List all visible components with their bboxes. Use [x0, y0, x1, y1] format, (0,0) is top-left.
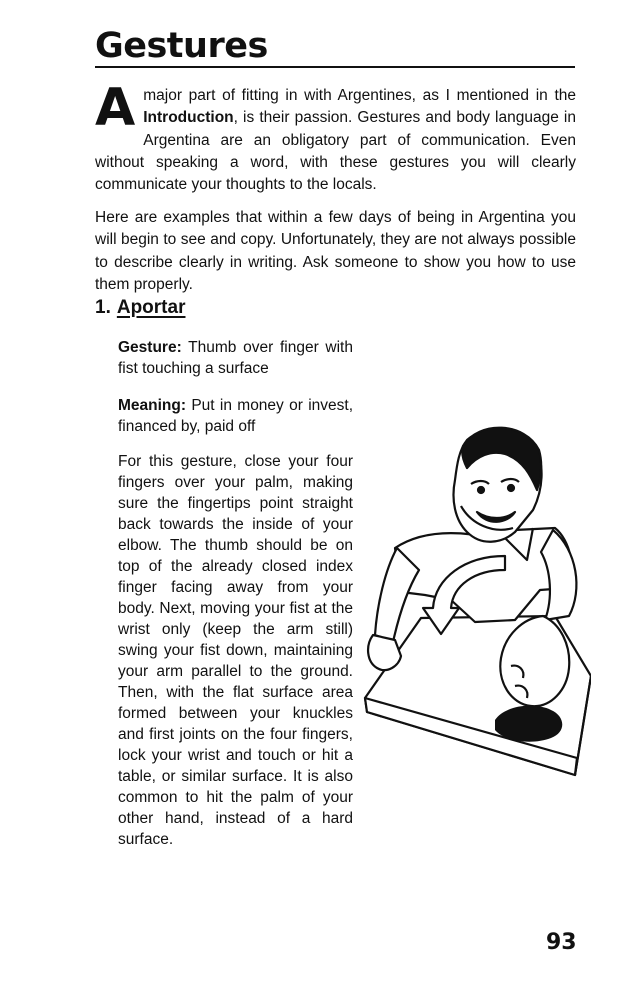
- gesture-description: [118, 337, 353, 379]
- drop-cap: A: [95, 78, 136, 138]
- section-name: Aportar: [116, 297, 186, 318]
- intro-text-start: major part of fitting in with Argentines, as I mentioned in the: [143, 87, 576, 104]
- gesture-label: Gesture:: [118, 339, 182, 356]
- intro-bold-term: Introduction: [143, 109, 234, 127]
- title-underline: [95, 66, 575, 68]
- meaning-label: Meaning:: [118, 397, 187, 414]
- intro-paragraph: [95, 78, 576, 196]
- page-number: 93: [546, 930, 577, 955]
- gesture-instructions: For this gesture, close your four fingers over your palm, making sure the fingertips point straight back towards the inside of your elbow. The thumb should be on top of the already closed index finger facing away from your body. Next, moving your fist at the wrist only (keep the arm still) swing your fist down, maintaining your arm parallel to the ground. Then, with the flat surface area formed between your knuckles and first joints on the four fingers, lock your wrist and touch or hit a table, or similar surface. It is also common to hit the palm of your other hand, instead of a hard surface.: [118, 453, 353, 848]
- page-title: Gestures: [95, 26, 268, 66]
- examples-paragraph: Here are examples that within a few days of being in Argentina you will begin to see and copy. Unfortunately, they are not always possible to describe clearly in writing. Ask someone to show you how to use them properly.: [95, 209, 576, 293]
- head: [454, 428, 542, 542]
- intro-text-end: , is their passion. Gestures and body language in Argentina are an obligatory part of communication. Even without speaking a word, with these gestures you will clearly communicate your thoughts to the locals.: [95, 109, 576, 194]
- meaning-text: Put in money or invest, financed by, paid off: [118, 397, 353, 435]
- section-heading: [95, 296, 185, 320]
- gesture-text: Thumb over finger with fist touching a surface: [118, 339, 353, 377]
- meaning-description: [118, 395, 353, 437]
- section-number: 1.: [95, 297, 111, 318]
- gesture-illustration: [355, 420, 591, 780]
